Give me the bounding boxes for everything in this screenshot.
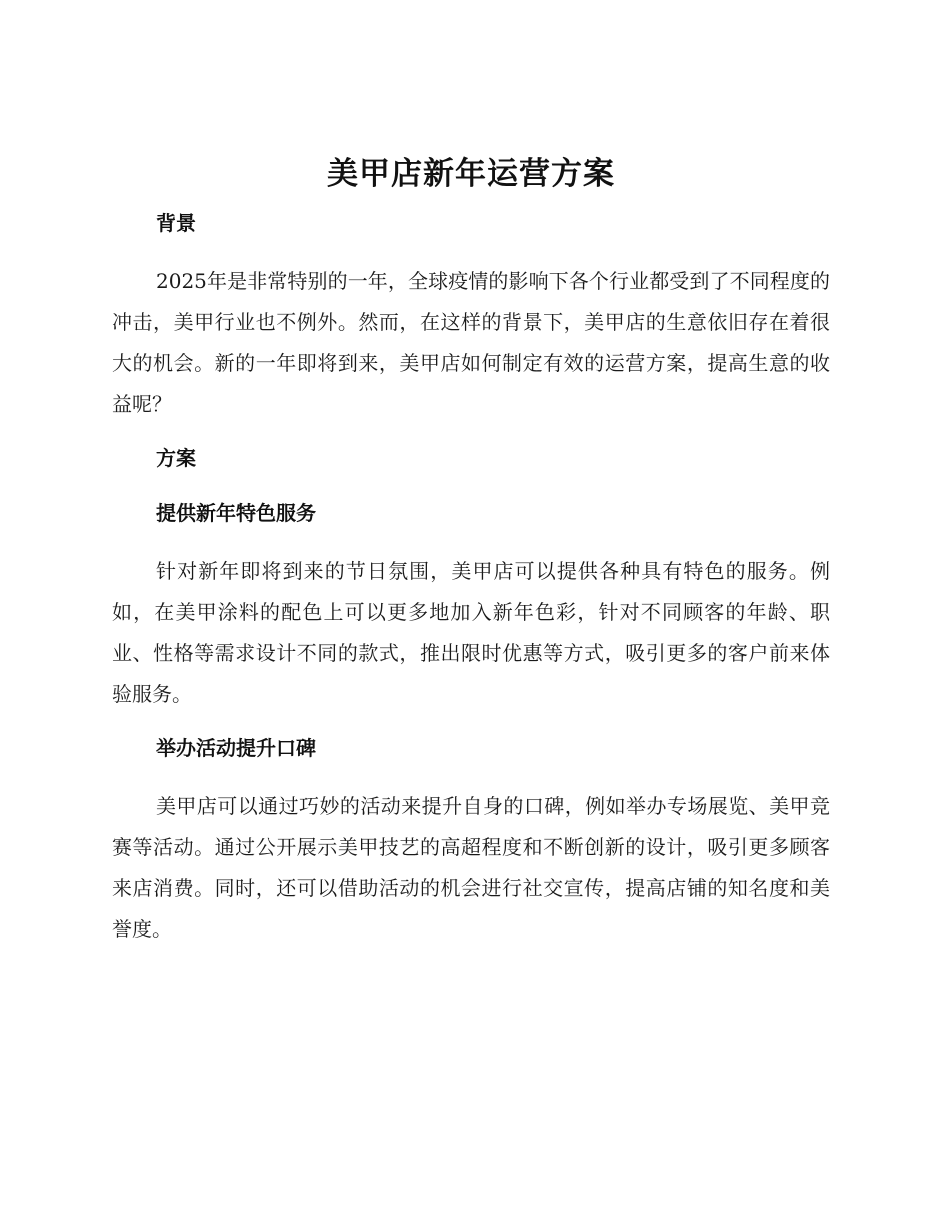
section-heading-background: 背景	[156, 211, 196, 235]
section-paragraph-new-year-service: 针对新年即将到来的节日氛围，美甲店可以提供各种具有特色的服务。例如，在美甲涂料的配色上可以更多地加入新年色彩，针对不同顾客的年龄、职业、性格等需求设计不同的款式，推出限时优惠等方式，吸引更多的客户前来体验服务。	[112, 559, 830, 706]
document-title: 美甲店新年运营方案	[327, 156, 615, 192]
section-heading-new-year-service: 提供新年特色服务	[156, 501, 316, 525]
section-heading-plan: 方案	[156, 446, 196, 470]
section-heading-activities: 举办活动提升口碑	[156, 736, 316, 760]
section-paragraph-activities: 美甲店可以通过巧妙的活动来提升自身的口碑，例如举办专场展览、美甲竞赛等活动。通过公开展示美甲技艺的高超程度和不断创新的设计，吸引更多顾客来店消费。同时，还可以借助活动的机会进行社交宣传，提高店铺的知名度和美誉度。	[112, 794, 830, 941]
document-page	[112, 148, 830, 950]
section-paragraph-background: 2025年是非常特别的一年，全球疫情的影响下各个行业都受到了不同程度的冲击，美甲行业也不例外。然而，在这样的背景下，美甲店的生意依旧存在着很大的机会。新的一年即将到来，美甲店如何制定有效的运营方案，提高生意的收益呢？	[112, 269, 830, 416]
